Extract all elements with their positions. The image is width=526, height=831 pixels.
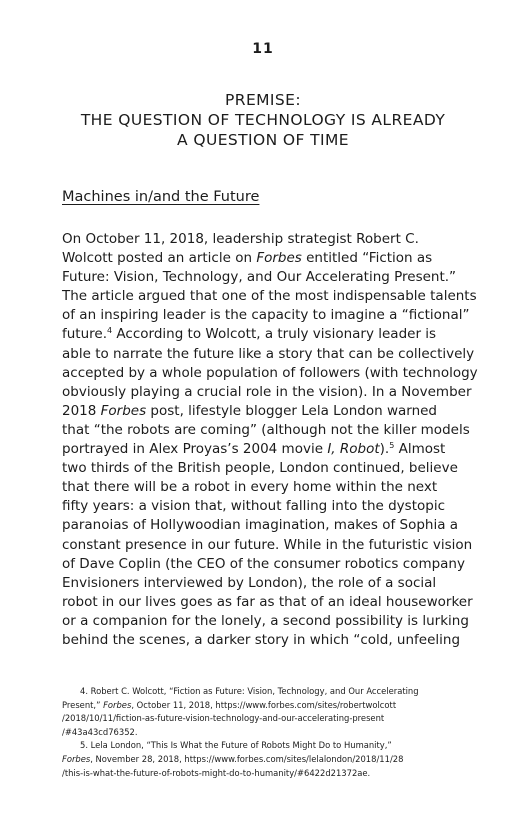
footnote-url[interactable]: , November 28, 2018, https://www.forbes.com/sites/lelalondon/2018/11/28 — [90, 753, 404, 764]
body-line: paranoias of Hollywoodian imagination, makes of Sophia a — [62, 517, 459, 534]
footnote-4-line: 4. Robert C. Wolcott, “Fiction as Future: Vision, Technology, and Our Accelerating — [80, 686, 419, 696]
section-heading: Machines in/and the Future — [62, 189, 260, 205]
footnote-4-url-line[interactable]: /2018/10/11/fiction-as-future-vision-technology-and-our-accelerating-present — [62, 713, 385, 724]
footnote-5-url-line[interactable]: /this-is-what-the-future-of-robots-might-do-to-humanity/#6422d21372ae. — [62, 767, 371, 778]
text-run: entitled “Fiction as — [301, 250, 433, 267]
footnote-5-line: 5. Lela London, “This Is What the Future of Robots Might Do to Humanity,” — [80, 740, 392, 751]
body-line: The article argued that one of the most indispensable talents — [62, 288, 477, 305]
text-run: Almost — [394, 441, 446, 458]
publication-title: Forbes — [100, 402, 147, 419]
footnote-5-line — [62, 753, 419, 767]
page-number: 11 — [252, 41, 274, 57]
footnote-ref[interactable]: 4 — [107, 326, 113, 336]
publication-title: Forbes — [62, 753, 91, 764]
body-line — [62, 325, 478, 344]
text-run: ). — [379, 441, 390, 458]
body-line: obviously playing a crucial role in the vision). In a November — [62, 383, 472, 400]
footnote-4-line — [62, 699, 419, 713]
text-run: Wolcott posted an article on — [62, 250, 257, 267]
body-line: fifty years: a vision that, without falling into the dystopic — [62, 498, 445, 515]
footnote-url[interactable]: , October 11, 2018, https://www.forbes.com/sites/robertwolcott — [131, 699, 397, 710]
body-line: On October 11, 2018, leadership strategist Robert C. — [62, 231, 419, 247]
movie-title: I, Robot — [327, 441, 380, 458]
chapter-title-line: A QUESTION OF TIME — [177, 131, 349, 149]
footnote-4-url-line[interactable]: /#43a43cd76352. — [62, 726, 138, 737]
body-line: of Dave Coplin (the CEO of the consumer robotics company — [62, 555, 465, 572]
body-text — [62, 230, 478, 650]
chapter-title-line: PREMISE: — [225, 91, 301, 109]
body-line: accepted by a whole population of followers (with technology — [62, 364, 478, 381]
text-run: 2018 — [62, 402, 101, 419]
text-run: According to Wolcott, a truly visionary leader is — [112, 326, 437, 343]
footnote-ref[interactable]: 5 — [389, 441, 395, 451]
body-line: robot in our lives goes as far as that of an ideal houseworker — [62, 593, 473, 610]
text-run: post, lifestyle blogger Lela London warned — [146, 402, 437, 419]
body-line: or a companion for the lonely, a second possibility is lurking — [62, 612, 469, 629]
text-run: future. — [62, 326, 108, 343]
body-line: Future: Vision, Technology, and Our Accelerating Present.” — [62, 269, 457, 286]
body-line — [62, 402, 478, 421]
chapter-title-line: THE QUESTION OF TECHNOLOGY IS ALREADY — [80, 111, 446, 129]
body-line — [62, 249, 478, 268]
body-line: able to narrate the future like a story that can be collectively — [62, 345, 475, 362]
body-line: that “the robots are coming” (although not the killer models — [62, 421, 470, 438]
publication-title: Forbes — [103, 699, 132, 710]
chapter-title — [40, 90, 486, 150]
body-line: constant presence in our future. While in the futuristic vision — [62, 536, 473, 553]
body-line — [62, 440, 478, 459]
text-run: Present,” — [62, 699, 104, 710]
body-line: that there will be a robot in every home within the next — [62, 479, 438, 496]
body-line: behind the scenes, a darker story in which “cold, unfeeling — [62, 631, 461, 648]
text-run: portrayed in Alex Proyas’s 2004 movie — [62, 441, 328, 458]
body-line: Envisioners interviewed by London), the role of a social — [62, 574, 437, 591]
body-line: of an inspiring leader is the capacity to imagine a “fictional” — [62, 307, 470, 324]
body-line: two thirds of the British people, London continued, believe — [62, 460, 458, 477]
footnotes — [62, 685, 419, 780]
publication-title: Forbes — [256, 250, 302, 267]
